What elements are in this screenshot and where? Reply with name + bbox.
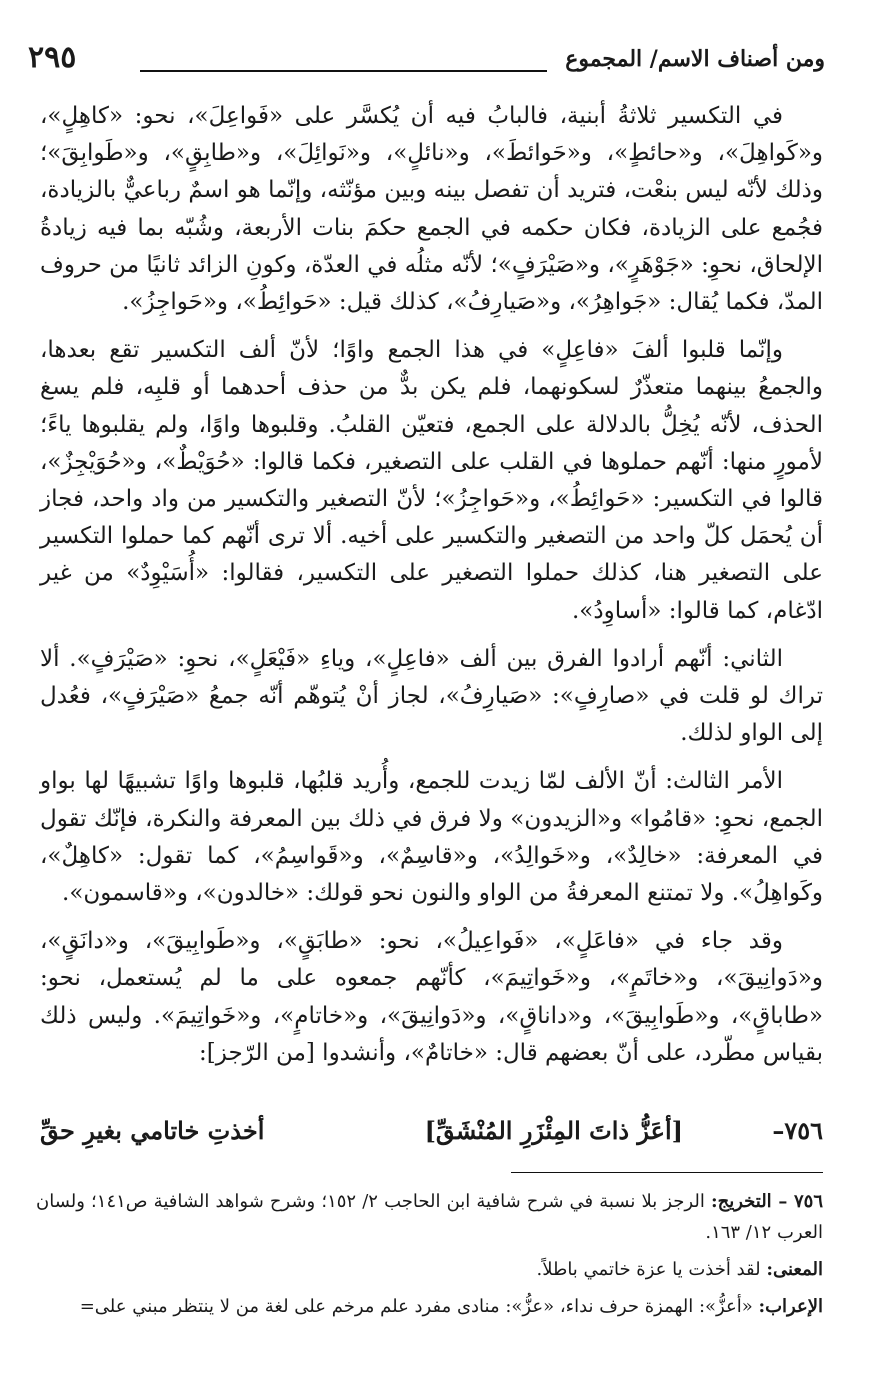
header-rule <box>140 70 547 72</box>
footnotes <box>36 1186 823 1328</box>
paragraph: في التكسير ثلاثةُ أبنية، فالبابُ فيه أن يُكسَّر على «فَواعِلَ»، نحو: «كاهِلٍ»، و«كَواهِلَ»، و«حائطٍ»، و«حَوائطَ»، و«نائلٍ»، و«نَوائِلَ»، و«طابِقٍ»، و«طَوابِقَ»؛ وذلك لأنّه ليس بنعْت، فتريد أن تفصل بينه وبين مؤنّثه، وإنّما هو اسمٌ رباعيٌّ بالزيادة، فجُمع على الزيادة، فكان حكمه في الجمع حكمَ بنات الأربعة، وشُبّه بما فيه زيادةُ الإلحاق، نحوِ: «جَوْهَرٍ»، و«صَيْرَفٍ»؛ لأنّه مثلُه في العدّة، وكونِ الزائد ثانيًا من حروف المدّ، فكما يُقال: «جَواهِرُ»، و«صَيارِفُ»، كذلك قيل: «حَوائِطُ»، و«حَواجِزُ». <box>40 103 823 316</box>
main-text <box>40 98 823 1083</box>
footnote-text: الرجز بلا نسبة في شرح شافية ابن الحاجب ٢/ ١٥٢؛ وشرح شواهد الشافية ص١٤١؛ ولسان العرب ١٢/ ١٦٣. <box>36 1191 823 1243</box>
footnote-meaning <box>36 1254 823 1285</box>
footnote-label: المعنى: <box>766 1259 823 1280</box>
footnote-separator <box>511 1172 823 1173</box>
footnote-takhrij <box>36 1186 823 1248</box>
verse-number: ٧٥٦– <box>772 1116 823 1145</box>
paragraph: الأمر الثالث: أنّ الألف لمّا زيدت للجمع، وأُريد قلبُها، قلبوها واوًا تشبيهًا لها بواو الجمع، نحوِ: «قامُوا» و«الزيدون» ولا فرق في ذلك بين المعرفة والنكرة، فإنّك تقول في المعرفة: «خالِدٌ»، و«خَوالِدُ»، و«قاسِمٌ»، و«قَواسِمُ»، كما تقول: «كاهِلٌ»، وكَواهِلُ». ولا تمتنع المعرفةُ من الواو والنون نحو قولك: «خالدون»، و«قاسمون». <box>40 768 823 907</box>
paragraph: وقد جاء في «فاعَلٍ»، «فَواعِيلُ»، نحو: «طابَقٍ»، و«طَوابِيقَ»، و«دانَقٍ»، و«دَوانِيقَ»، و«خاتَمٍ»، و«خَواتِيمَ»، كأنّهم جمعوه على ما لم يُستعمل، نحو: «طاباقٍ»، و«طَوابِيقَ»، و«داناقٍ»، و«دَوانِيقَ»، و«خاتامٍ»، و«خَواتِيمَ». وليس ذلك بقياس مطّرد، على أنّ بعضهم قال: «خاتامٌ»، وأنشدوا [من الرّجز]: <box>40 928 823 1066</box>
paragraph: وإنّما قلبوا ألفَ «فاعِلٍ» في هذا الجمع واوًا؛ لأنّ ألف التكسير تقع بعدها، والجمعُ بينهما متعذّرٌ لسكونهما، فلم يكن بدٌّ من حذف أحدهما أو قلبِه، فلم يسغ الحذف، لأنّه يُخِلُّ بالدلالة على الجمع، فتعيّن القلبُ. وقلبوها واوًا، ولم يقلبوها ياءً؛ لأمورٍ منها: أنّهم حملوها في القلب على التصغير، فكما قالوا: «حُوَيْطٌ»، و«حُوَيْجِزٌ»، قالوا في التكسير: «حَوائِطُ»، و«حَواجِزُ»؛ لأنّ التصغير والتكسير من واد واحد، فجاز أن يُحمَل كلّ واحد من التصغير والتكسير على أخيه. ألا ترى أنّهم كما حملوا التكسير على التصغير هنا، كذلك حملوا التصغير على التكسير، فقالوا: «أُسَيْوِدٌ» من غير ادّغام، كما قالوا: «أساوِدُ». <box>40 337 823 624</box>
footnote-text: «أعزُّ»: الهمزة حرف نداء، «عزُّ»: منادى مفرد علم مرخم على لغة من لا ينتظر مبني على= <box>79 1296 759 1317</box>
footnote-label: ٧٥٦ – التخريج: <box>710 1191 824 1212</box>
paragraph: الثاني: أنّهم أرادوا الفرق بين ألف «فاعِلٍ»، وياءِ «فَيْعَلٍ»، نحوِ: «صَيْرَفٍ». ألا تراك لو قلت في «صارِفٍ»: «صَيارِفُ»، لجاز أنْ يُتوهّم أنّه جمعُ «صَيْرَفٍ»، فعُدل إلى الواو لذلك. <box>40 645 823 747</box>
footnote-parsing <box>36 1291 823 1322</box>
page-number: ٢٩٥ <box>28 40 77 75</box>
footnote-label: الإعراب: <box>758 1296 823 1317</box>
footnote-text: لقد أخذت يا عزة خاتمي باطلاً. <box>536 1259 767 1280</box>
verse-second-hemistich: أخذتِ خاتامي بغيرِ حقِّ <box>40 1116 265 1145</box>
chapter-title: ومن أصناف الاسم/ المجموع <box>565 46 825 72</box>
poetry-verse <box>40 1112 823 1154</box>
running-header <box>28 40 825 84</box>
verse-first-hemistich: [أعَزُّ ذاتَ المِئْزَرِ المُنْشَقِّ] <box>424 1116 683 1145</box>
